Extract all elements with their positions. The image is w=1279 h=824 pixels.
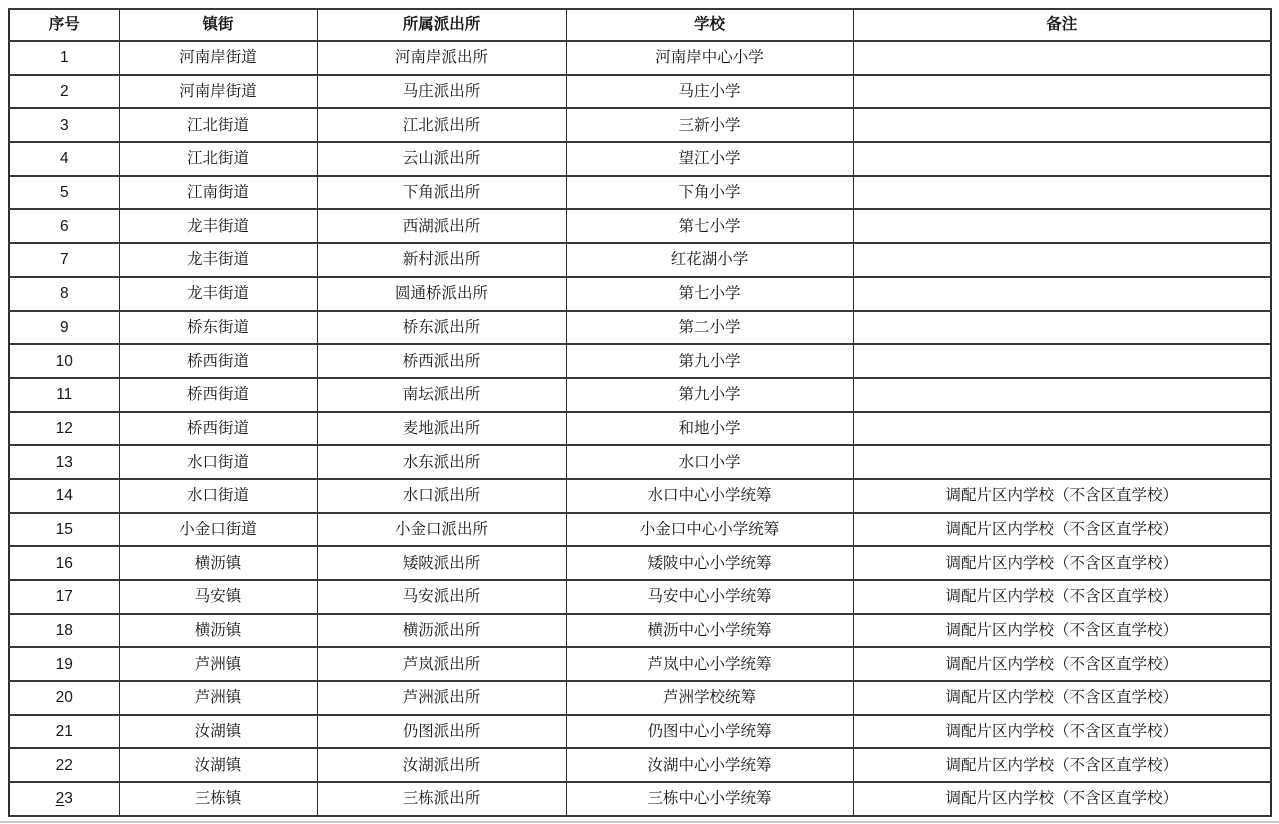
cell-town: 芦洲镇 <box>119 681 317 715</box>
cell-school: 和地小学 <box>566 412 853 446</box>
cell-town: 芦洲镇 <box>119 647 317 681</box>
cell-school: 芦岚中心小学统筹 <box>566 647 853 681</box>
cell-remark: 调配片区内学校（不含区直学校） <box>853 748 1271 782</box>
cell-serial: 14 <box>9 479 119 513</box>
cell-serial: 1 <box>9 41 119 75</box>
cell-town: 江北街道 <box>119 108 317 142</box>
school-police-station-table <box>8 8 1272 817</box>
cell-station: 河南岸派出所 <box>317 41 566 75</box>
cell-station: 仍图派出所 <box>317 715 566 749</box>
table-row <box>9 479 1271 513</box>
cell-town: 汝湖镇 <box>119 748 317 782</box>
cell-town: 汝湖镇 <box>119 715 317 749</box>
cell-serial: 22 <box>9 748 119 782</box>
cell-station: 三栋派出所 <box>317 782 566 816</box>
cell-school: 红花湖小学 <box>566 243 853 277</box>
cell-station: 芦岚派出所 <box>317 647 566 681</box>
cell-remark <box>853 108 1271 142</box>
cell-station: 横沥派出所 <box>317 614 566 648</box>
cell-serial: 13 <box>9 445 119 479</box>
cell-school: 第二小学 <box>566 311 853 345</box>
cell-remark <box>853 41 1271 75</box>
cell-station: 汝湖派出所 <box>317 748 566 782</box>
cell-station: 桥东派出所 <box>317 311 566 345</box>
cell-station: 江北派出所 <box>317 108 566 142</box>
cell-remark: 调配片区内学校（不含区直学校） <box>853 647 1271 681</box>
cell-town: 水口街道 <box>119 445 317 479</box>
cell-remark: 调配片区内学校（不含区直学校） <box>853 513 1271 547</box>
col-header-remark: 备注 <box>853 9 1271 41</box>
cell-town: 桥西街道 <box>119 344 317 378</box>
cell-serial: 7 <box>9 243 119 277</box>
cell-school: 矮陂中心小学统筹 <box>566 546 853 580</box>
table-row <box>9 715 1271 749</box>
cell-remark <box>853 378 1271 412</box>
cell-station: 芦洲派出所 <box>317 681 566 715</box>
cell-school: 下角小学 <box>566 176 853 210</box>
cell-serial: 15 <box>9 513 119 547</box>
cell-remark <box>853 412 1271 446</box>
cell-town: 江南街道 <box>119 176 317 210</box>
cell-school: 河南岸中心小学 <box>566 41 853 75</box>
table-header-row <box>9 9 1271 41</box>
cell-town: 河南岸街道 <box>119 75 317 109</box>
table-row <box>9 445 1271 479</box>
cell-town: 桥西街道 <box>119 412 317 446</box>
cell-station: 云山派出所 <box>317 142 566 176</box>
cell-school: 第七小学 <box>566 209 853 243</box>
cell-serial: 10 <box>9 344 119 378</box>
cell-remark <box>853 209 1271 243</box>
table-row <box>9 782 1271 816</box>
cell-school: 汝湖中心小学统筹 <box>566 748 853 782</box>
table-row <box>9 311 1271 345</box>
cell-serial: 3 <box>9 108 119 142</box>
cell-town: 龙丰街道 <box>119 243 317 277</box>
cell-town: 横沥镇 <box>119 546 317 580</box>
cell-station: 圆通桥派出所 <box>317 277 566 311</box>
cell-town: 三栋镇 <box>119 782 317 816</box>
table-row <box>9 412 1271 446</box>
cell-station: 马庄派出所 <box>317 75 566 109</box>
page-bottom-edge <box>0 821 1279 823</box>
cell-remark <box>853 344 1271 378</box>
cell-school: 芦洲学校统筹 <box>566 681 853 715</box>
cell-station: 马安派出所 <box>317 580 566 614</box>
cell-remark <box>853 176 1271 210</box>
table-row <box>9 513 1271 547</box>
cell-serial: 16 <box>9 546 119 580</box>
cell-serial: 2 <box>9 75 119 109</box>
cell-town: 龙丰街道 <box>119 277 317 311</box>
table-row <box>9 41 1271 75</box>
cell-station: 桥西派出所 <box>317 344 566 378</box>
cell-station: 南坛派出所 <box>317 378 566 412</box>
cell-school: 小金口中心小学统筹 <box>566 513 853 547</box>
cell-station: 新村派出所 <box>317 243 566 277</box>
table-row <box>9 142 1271 176</box>
cell-serial: 4 <box>9 142 119 176</box>
table-row <box>9 209 1271 243</box>
cell-remark <box>853 142 1271 176</box>
cell-serial: 6 <box>9 209 119 243</box>
cell-station: 水东派出所 <box>317 445 566 479</box>
cell-school: 马安中心小学统筹 <box>566 580 853 614</box>
table-row <box>9 546 1271 580</box>
cell-school: 三新小学 <box>566 108 853 142</box>
cell-remark: 调配片区内学校（不含区直学校） <box>853 580 1271 614</box>
cell-town: 水口街道 <box>119 479 317 513</box>
cell-serial: 17 <box>9 580 119 614</box>
cell-serial: 5 <box>9 176 119 210</box>
cell-remark <box>853 277 1271 311</box>
table-row <box>9 681 1271 715</box>
cell-serial: 11 <box>9 378 119 412</box>
cell-remark <box>853 311 1271 345</box>
cell-remark: 调配片区内学校（不含区直学校） <box>853 681 1271 715</box>
cell-remark: 调配片区内学校（不含区直学校） <box>853 479 1271 513</box>
table-row <box>9 75 1271 109</box>
cell-serial: 9 <box>9 311 119 345</box>
cell-remark: 调配片区内学校（不含区直学校） <box>853 782 1271 816</box>
table-row <box>9 614 1271 648</box>
cell-school: 马庄小学 <box>566 75 853 109</box>
cell-school: 第七小学 <box>566 277 853 311</box>
table-row <box>9 344 1271 378</box>
cell-station: 西湖派出所 <box>317 209 566 243</box>
cell-school: 第九小学 <box>566 378 853 412</box>
cell-town: 江北街道 <box>119 142 317 176</box>
cell-serial: 8 <box>9 277 119 311</box>
cell-school: 水口中心小学统筹 <box>566 479 853 513</box>
cell-station: 水口派出所 <box>317 479 566 513</box>
table-body <box>9 41 1271 816</box>
cell-serial: 19 <box>9 647 119 681</box>
cell-serial: 12 <box>9 412 119 446</box>
table-row <box>9 277 1271 311</box>
table-row <box>9 580 1271 614</box>
cell-remark: 调配片区内学校（不含区直学校） <box>853 614 1271 648</box>
table-row <box>9 378 1271 412</box>
cell-town: 龙丰街道 <box>119 209 317 243</box>
table-row <box>9 647 1271 681</box>
cell-remark <box>853 445 1271 479</box>
cell-station: 矮陂派出所 <box>317 546 566 580</box>
cell-station: 小金口派出所 <box>317 513 566 547</box>
cell-town: 横沥镇 <box>119 614 317 648</box>
cell-serial: 20 <box>9 681 119 715</box>
table-row <box>9 748 1271 782</box>
cell-school: 望江小学 <box>566 142 853 176</box>
table-row <box>9 176 1271 210</box>
col-header-town: 镇街 <box>119 9 317 41</box>
cell-remark <box>853 75 1271 109</box>
cell-station: 麦地派出所 <box>317 412 566 446</box>
cell-serial: 21 <box>9 715 119 749</box>
cell-school: 横沥中心小学统筹 <box>566 614 853 648</box>
cell-school: 第九小学 <box>566 344 853 378</box>
cell-remark: 调配片区内学校（不含区直学校） <box>853 546 1271 580</box>
table-row <box>9 108 1271 142</box>
cell-serial: 18 <box>9 614 119 648</box>
cell-town: 小金口街道 <box>119 513 317 547</box>
cell-school: 水口小学 <box>566 445 853 479</box>
cell-town: 马安镇 <box>119 580 317 614</box>
cell-remark: 调配片区内学校（不含区直学校） <box>853 715 1271 749</box>
table-row <box>9 243 1271 277</box>
cell-remark <box>853 243 1271 277</box>
cell-school: 三栋中心小学统筹 <box>566 782 853 816</box>
cell-town: 河南岸街道 <box>119 41 317 75</box>
cell-station: 下角派出所 <box>317 176 566 210</box>
cell-town: 桥西街道 <box>119 378 317 412</box>
col-header-serial: 序号 <box>9 9 119 41</box>
col-header-school: 学校 <box>566 9 853 41</box>
cell-serial: 23 <box>9 782 119 816</box>
cell-school: 仍图中心小学统筹 <box>566 715 853 749</box>
col-header-station: 所属派出所 <box>317 9 566 41</box>
cell-town: 桥东街道 <box>119 311 317 345</box>
